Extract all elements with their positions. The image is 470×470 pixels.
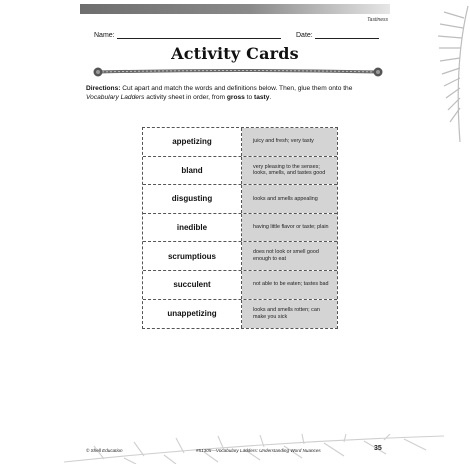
definition-card: looks and smells rotten; can make you sick [242,300,337,329]
sheet-name: Vocabulary Ladders [86,94,145,102]
card-row [143,128,337,157]
definition-card: very pleasing to the senses; looks, smells, and tastes good [242,157,337,185]
definition-card: juicy and fresh; very tasty [242,128,337,156]
definition-card: not able to be eaten; tastes bad [242,271,337,299]
page-title: Activity Cards [171,44,299,63]
rope-divider-icon [92,66,384,78]
name-field [94,31,281,39]
card-row [143,185,337,214]
word-card: unappetizing [143,300,242,329]
page-number: 35 [374,445,382,452]
word-card: succulent [143,271,242,299]
header-bar [80,4,390,14]
word-card: appetizing [143,128,242,156]
date-field [296,31,379,39]
card-row [143,242,337,271]
fern-decoration-icon [430,4,470,144]
date-label: Date: [296,32,313,39]
name-line [117,31,281,39]
card-row [143,214,337,243]
word-card: inedible [143,214,242,242]
definition-card: looks and smells appealing [242,185,337,213]
activity-cards-grid [142,127,338,329]
directions-text: Directions: Cut apart and match the words and definitions below. Then, glue them onto the Vocabulary Ladders activity sheet in order, from gross to tasty. [86,85,353,102]
definition-card: having little flavor or taste; plain [242,214,337,242]
date-line [315,31,379,39]
word-card: scrumptious [143,242,242,270]
category-label: Tastiness [367,17,388,23]
card-row [143,271,337,300]
name-label: Name: [94,32,115,39]
footer-book-title: #51305—Vocabulary Ladders: Understanding Word Nuances [196,448,321,453]
definition-card: does not look or smell good enough to eat [242,242,337,270]
word-card: disgusting [143,185,242,213]
card-row [143,157,337,186]
word-card: bland [143,157,242,185]
footer-copyright: © Shell Education [86,448,123,453]
directions-label: Directions: [86,85,121,92]
card-row [143,300,337,329]
